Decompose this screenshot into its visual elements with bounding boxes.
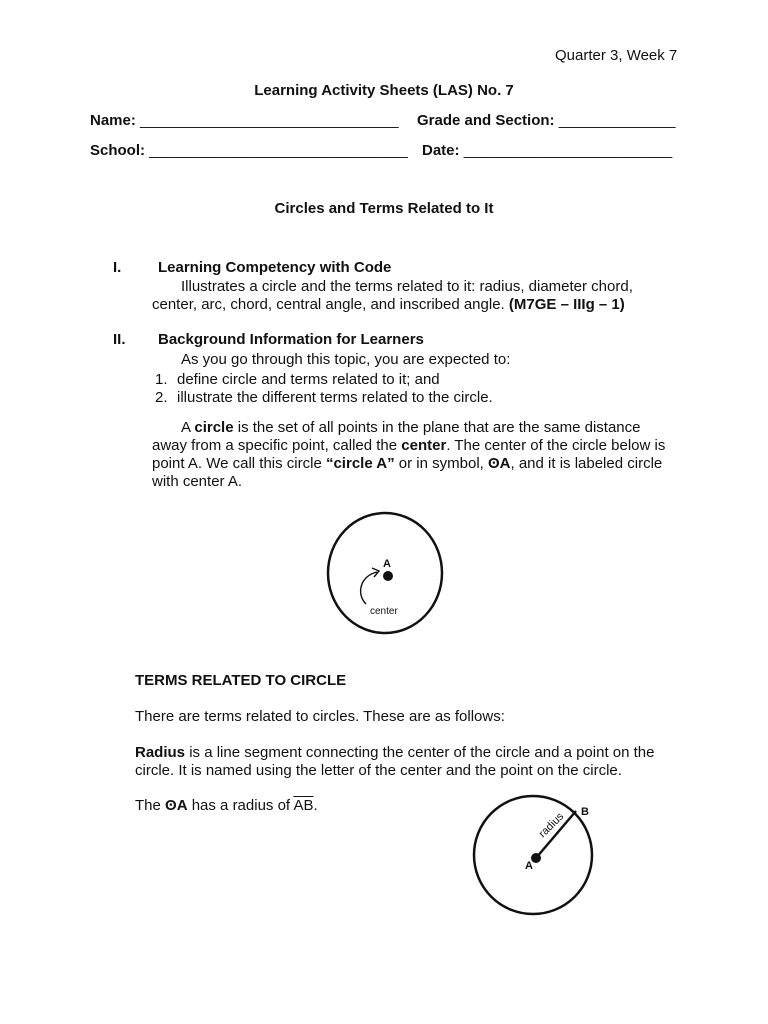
lesson-title: Circles and Terms Related to It: [274, 200, 494, 217]
objectives-intro: As you go through this topic, you are expected to:: [181, 351, 511, 368]
school-label: School:: [90, 142, 145, 159]
circle-definition: [152, 419, 672, 491]
def-text-4: , and it is labeled circle with center A.: [152, 455, 663, 490]
terms-heading: TERMS RELATED TO CIRCLE: [135, 672, 347, 689]
school-line: _______________________________: [149, 142, 408, 159]
center-label: center: [370, 606, 398, 617]
list-item-number: 2.: [155, 389, 168, 406]
point-b-label: B: [581, 806, 589, 818]
list-item: [155, 371, 440, 388]
segment-b: B: [303, 797, 314, 814]
section-2-heading: Background Information for Learners: [158, 331, 424, 348]
def-text-1: is the set of all points in the plane that are the same distance away from a specific point, called the: [152, 419, 641, 454]
radius-example: [135, 797, 318, 814]
center-point: [383, 571, 393, 581]
center-a-label: A: [525, 860, 533, 872]
example-text: has a radius of: [191, 797, 291, 814]
section-1-heading: Learning Competency with Code: [158, 259, 392, 276]
list-item-text: define circle and terms related to it; and: [177, 371, 440, 388]
competency-body: Illustrates a circle and the terms related to it: radius, diameter chord, center, arc, chord, central angle, and inscribed angle.: [152, 278, 633, 313]
radius-figure: [468, 788, 603, 922]
circle-a-figure: [322, 510, 448, 638]
grade-section-line: ______________: [558, 112, 676, 129]
radius-def-text: is a line segment connecting the center of the circle and a point on the circle. It is named using the letter of the center and the point on the circle.: [135, 744, 655, 779]
name-label: Name:: [90, 112, 136, 129]
def-text-2: . The center of the circle below is point A. We call this circle: [152, 437, 666, 472]
competency-text: [152, 278, 652, 314]
competency-code: (M7GE – IIIg – 1): [508, 296, 625, 313]
radius-definition: [135, 744, 665, 780]
date-field[interactable]: [422, 142, 672, 159]
school-field[interactable]: [90, 142, 408, 159]
name-field[interactable]: [90, 112, 399, 129]
grade-section-label: Grade and Section:: [417, 112, 555, 129]
example-period: .: [313, 797, 318, 814]
def-circle-term: circle: [194, 419, 234, 436]
def-a: A: [181, 419, 191, 436]
radius-term: Radius: [135, 744, 186, 761]
example-symbol: ʘA: [165, 797, 188, 814]
list-item: [155, 389, 493, 406]
list-item-text: illustrate the different terms related to the circle.: [177, 389, 493, 406]
example-the: The: [135, 797, 161, 814]
list-item-number: 1.: [155, 371, 168, 388]
section-1-numeral: I.: [113, 259, 122, 276]
date-line: _________________________: [463, 142, 673, 159]
point-a-label: A: [383, 558, 391, 570]
def-center-term: center: [401, 437, 447, 454]
section-2-numeral: II.: [113, 331, 126, 348]
grade-section-field[interactable]: [417, 112, 676, 129]
segment-ab: [293, 797, 313, 814]
def-symbol: ʘA: [488, 455, 511, 472]
terms-intro: There are terms related to circles. These are as follows:: [135, 708, 505, 725]
def-text-3: or in symbol,: [398, 455, 484, 472]
name-line: _______________________________: [140, 112, 399, 129]
def-circle-a: “circle A”: [325, 455, 395, 472]
sheet-title: Learning Activity Sheets (LAS) No. 7: [254, 82, 514, 99]
radius-label: radius: [536, 810, 567, 841]
quarter-week: Quarter 3, Week 7: [555, 47, 678, 64]
date-label: Date:: [422, 142, 460, 159]
segment-a: A: [293, 797, 304, 814]
